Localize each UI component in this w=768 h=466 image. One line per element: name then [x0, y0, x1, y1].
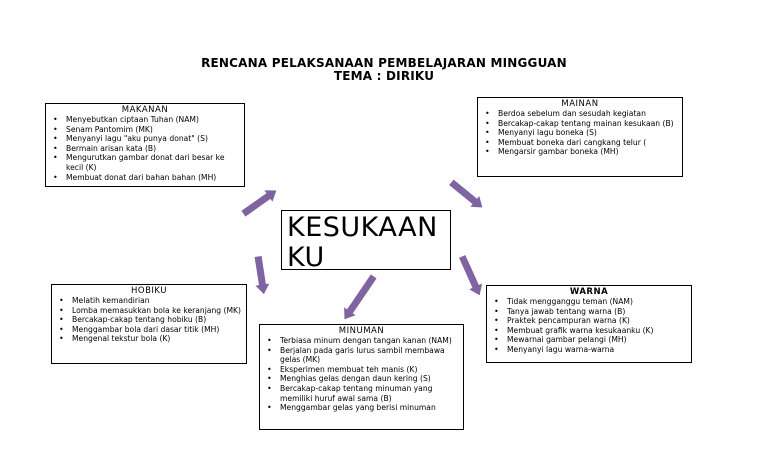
arrow-to-mainan [449, 179, 484, 208]
box-minuman-title: MINUMAN [338, 326, 385, 336]
list-item: • Terbiasa minum dengan tangan kanan (NAM) [280, 336, 459, 346]
list-item: • Bercakap-cakap tentang minuman yang memiliki huruf awal sama (B) [280, 384, 459, 403]
list-item: • Berdoa sebelum dan sesudah kegiatan [498, 109, 678, 119]
list-item: • Menggambar bola dari dasar titik (MH) [72, 325, 242, 335]
box-warna-list [487, 297, 691, 355]
box-mainan-title: MAINAN [561, 99, 599, 109]
list-item: • Praktek pencampuran warna (K) [507, 316, 687, 326]
page-subtitle: TEMA : DIRIKU [333, 69, 435, 83]
list-item: • Mengurutkan gambar donat dari besar ke kecil (K) [66, 153, 240, 172]
box-minuman-list [260, 336, 463, 413]
list-item: • Membuat donat dari bahan bahan (MH) [66, 173, 240, 183]
box-minuman [259, 324, 464, 430]
list-item: • Membuat boneka dari cangkang telur ( [498, 138, 678, 148]
list-item: • Menyanyi lagu "aku punya donat" (S) [66, 134, 240, 144]
box-hobiku-title: HOBIKU [131, 286, 167, 296]
list-item: • Mengenal tekstur bola (K) [72, 334, 242, 344]
list-item: • Tanya jawab tentang warna (B) [507, 307, 687, 317]
list-item: • Menghias gelas dengan daun kering (S) [280, 374, 459, 384]
box-makanan-list [46, 115, 244, 182]
list-item: • Berjalan pada garis lurus sambil membawa gelas (MK) [280, 346, 459, 365]
list-item: • Melatih kemandirian [72, 296, 242, 306]
box-warna-title: WARNA [569, 287, 609, 297]
box-mainan [477, 97, 683, 177]
arrow-to-hobiku [254, 255, 270, 295]
list-item: • Lomba memasukkan bola ke keranjang (MK) [72, 306, 242, 316]
list-item: • Bermain arisan kata (B) [66, 144, 240, 154]
list-item: • Mengarsir gambar boneka (MH) [498, 147, 678, 157]
list-item: • Menggambar gelas yang berisi minuman [280, 403, 459, 413]
list-item: • Mewarnai gambar pelangi (MH) [507, 335, 687, 345]
list-item: • Bercakap-cakap tentang hobiku (B) [72, 315, 242, 325]
list-item: • Menyanyi lagu boneka (S) [498, 128, 678, 138]
list-item: • Eksperimen membuat teh manis (K) [280, 365, 459, 375]
list-item: • Tidak mengganggu teman (NAM) [507, 297, 687, 307]
page-title: RENCANA PELAKSANAAN PEMBELAJARAN MINGGUAN [201, 56, 567, 70]
arrow-to-warna [458, 254, 482, 296]
box-makanan [45, 103, 245, 187]
list-item: • Senam Pantomim (MK) [66, 125, 240, 135]
box-warna [486, 285, 692, 363]
center-topic-box [281, 210, 451, 270]
list-item: • Menyebutkan ciptaan Tuhan (NAM) [66, 115, 240, 125]
box-makanan-title: MAKANAN [121, 105, 169, 115]
list-item: • Membuat grafik warna kesukaanku (K) [507, 326, 687, 336]
arrow-to-makanan [241, 190, 277, 218]
box-hobiku [51, 284, 247, 364]
list-item: • Bercakap-cakap tentang mainan kesukaan (B) [498, 119, 678, 129]
box-hobiku-list [52, 296, 246, 344]
list-item: • Menyanyi lagu warna-warna [507, 345, 687, 355]
center-topic-label: KESUKAAN KU [287, 212, 438, 270]
box-mainan-list [478, 109, 682, 157]
arrow-to-minuman [344, 274, 378, 320]
